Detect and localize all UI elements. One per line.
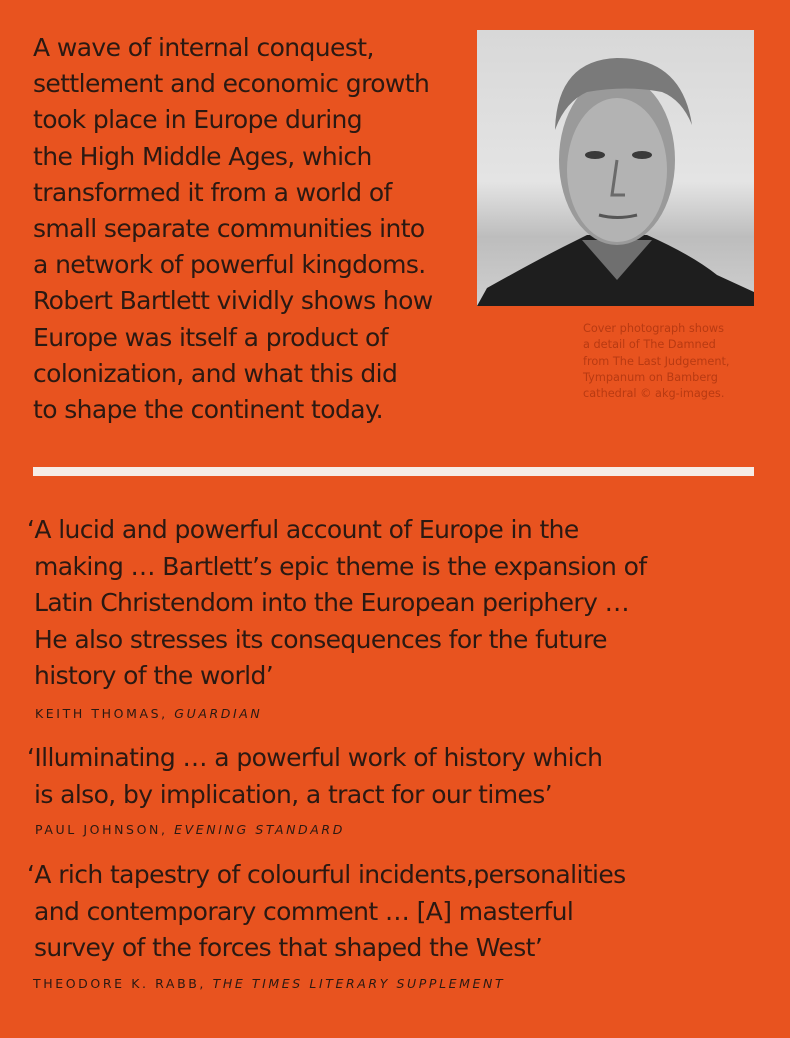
divider-rule [33, 467, 754, 476]
author-portrait-image [477, 30, 754, 306]
blurb-line: settlement and economic growth [33, 69, 430, 99]
quote-line: history of the world’ [34, 661, 274, 690]
blurb-line: the High Middle Ages, which [33, 141, 372, 171]
quote-line: He also stresses its consequences for the future [34, 624, 607, 654]
blurb-line: a network of powerful kingdoms. [33, 250, 426, 280]
attribution-source: EVENING STANDARD [174, 822, 345, 837]
blurb-line: A wave of internal conquest, [33, 33, 374, 62]
blurb-line: took place in Europe during [33, 105, 363, 135]
attribution-author: KEITH THOMAS, [35, 706, 168, 721]
photo-caption [583, 321, 730, 402]
attribution-source: THE TIMES LITERARY SUPPLEMENT [212, 976, 506, 991]
caption-line: a detail of The Damned [583, 338, 716, 352]
quote-line: survey of the forces that shaped the West’ [34, 933, 543, 962]
review-quote-3 [27, 857, 626, 967]
review-quote-1 [27, 512, 647, 695]
quote-attribution-2 [35, 822, 345, 837]
quote-line: is also, by implication, a tract for our times’ [34, 779, 553, 809]
quote-line: making … Bartlett’s epic theme is the expansion of [34, 551, 647, 581]
quote-line: ‘A rich tapestry of colourful incidents,personalities [27, 860, 626, 889]
attribution-source: GUARDIAN [174, 706, 263, 721]
quote-line: ‘Illuminating … a powerful work of history which [27, 743, 603, 772]
quote-attribution-1 [35, 706, 262, 721]
attribution-author: PAUL JOHNSON, [35, 822, 168, 837]
caption-line: Cover photograph shows [583, 322, 724, 335]
quote-attribution-3 [33, 976, 505, 991]
review-quote-2 [27, 740, 602, 813]
blurb-line: Europe was itself a product of [33, 322, 388, 352]
caption-line: cathedral © akg-images. [583, 387, 725, 401]
blurb-line: transformed it from a world of [33, 177, 392, 207]
author-photo [477, 30, 754, 306]
quote-line: and contemporary comment … [A] masterful [34, 896, 574, 926]
caption-line: Tympanum on Bamberg [583, 370, 718, 384]
blurb-line: colonization, and what this did [33, 358, 398, 388]
blurb-line: to shape the continent today. [33, 395, 383, 425]
quote-line: ‘A lucid and powerful account of Europe in the [27, 515, 579, 544]
blurb-line: Robert Bartlett vividly shows how [33, 286, 433, 316]
book-blurb [33, 30, 463, 428]
attribution-author: THEODORE K. RABB, [33, 976, 206, 991]
caption-line: from The Last Judgement, [583, 354, 730, 368]
blurb-line: small separate communities into [33, 214, 425, 244]
quote-line: Latin Christendom into the European periphery … [34, 588, 630, 617]
